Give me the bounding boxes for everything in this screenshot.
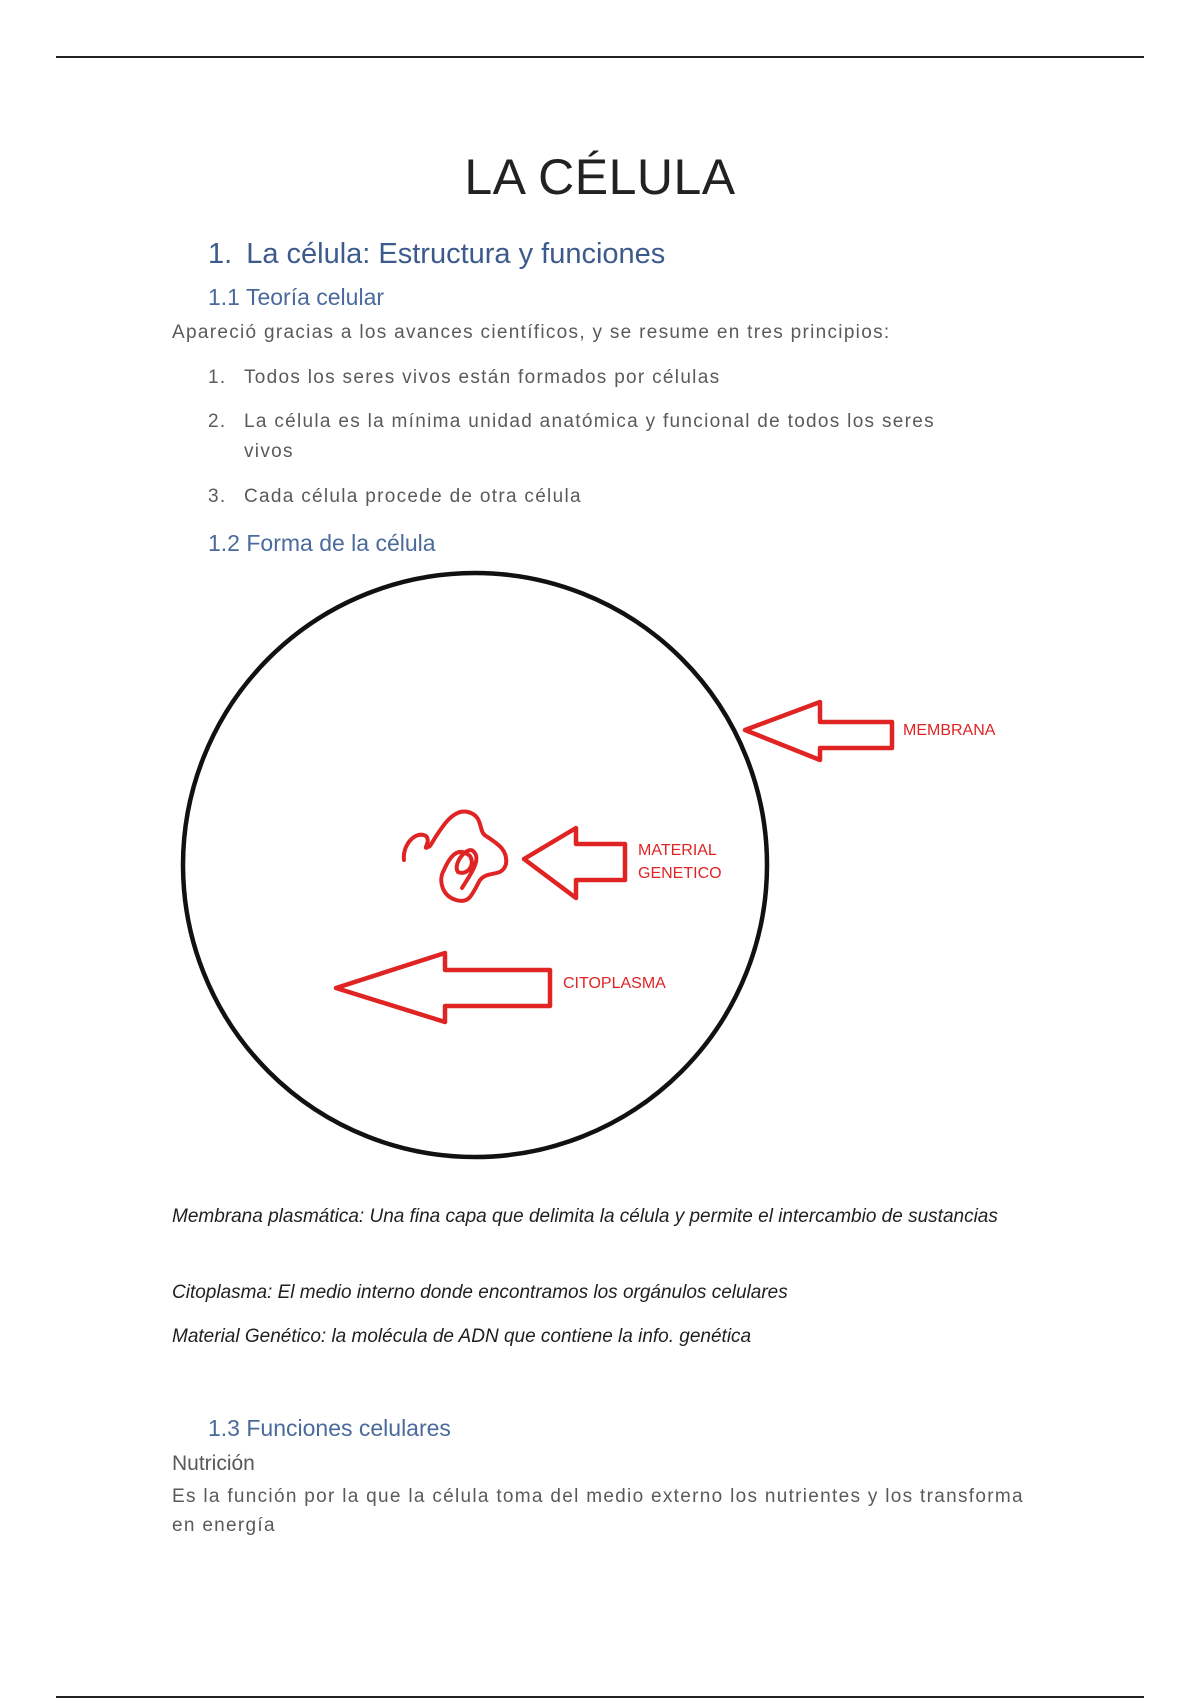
nutricion-text: Es la función por la que la célula toma del medio externo los nutrientes y los transforma en energía [172,1486,1024,1536]
list-item-number: 3. [208,486,227,507]
section-1-heading [208,238,665,271]
material-label-line1: MATERIAL [638,842,717,859]
theory-intro: Apareció gracias a los avances científicos, y se resume en tres principios: [172,322,891,343]
membrana-arrow [745,702,892,760]
material-label-line2: GENETICO [638,865,722,882]
nutricion-subheading: Nutrición [172,1452,255,1475]
list-item-number: 1. [208,367,227,388]
section-1-1-heading: 1.1 Teoría celular [208,284,385,310]
caption-material-genetico: Material Genético: la molécula de ADN que contiene la info. genética [172,1326,752,1347]
section-1-number: 1. [208,238,233,270]
cell-diagram [170,560,1050,1170]
material-genetico-arrow [524,828,625,898]
caption-citoplasma: Citoplasma: El medio interno donde encontramos los orgánulos celulares [172,1282,788,1303]
page-title: LA CÉLULA [464,149,736,205]
citoplasma-arrow [336,953,550,1022]
membrana-label: MEMBRANA [903,722,996,739]
genetic-material-scribble [404,812,506,901]
list-item-number: 2. [208,411,227,432]
section-1-3-heading: 1.3 Funciones celulares [208,1415,451,1441]
list-item-text: Cada célula procede de otra célula [244,486,582,507]
top-rule [56,56,1144,58]
section-1-2-heading: 1.2 Forma de la célula [208,530,436,556]
citoplasma-label: CITOPLASMA [563,975,666,992]
caption-membrana: Membrana plasmática: Una fina capa que delimita la célula y permite el intercambio de sustancias [172,1206,998,1227]
list-item-text: Todos los seres vivos están formados por células [244,367,721,388]
section-1-title: La célula: Estructura y funciones [246,238,666,270]
list-item-text: La célula es la mínima unidad anatómica y funcional de todos los seres vivos [244,411,935,462]
bottom-rule [56,1696,1144,1698]
